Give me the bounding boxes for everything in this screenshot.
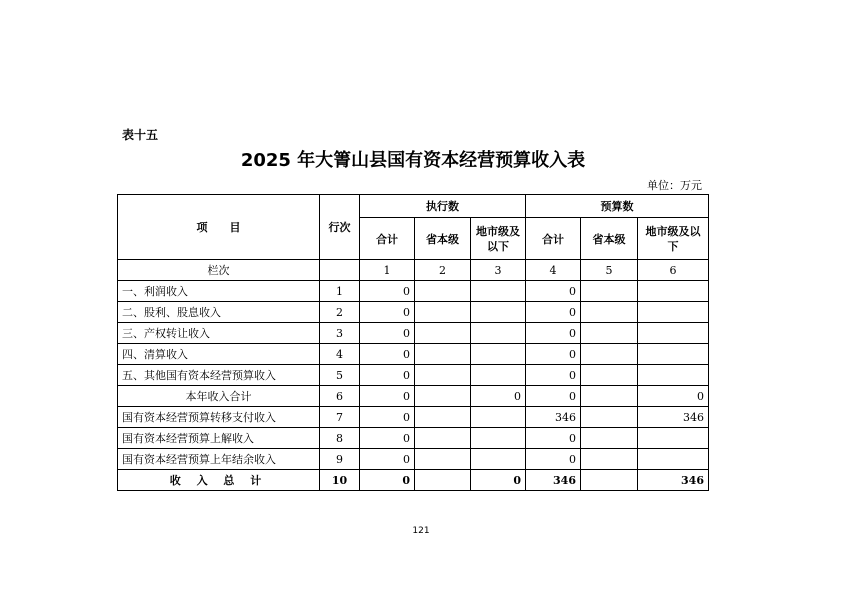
row-value: [471, 281, 526, 302]
row-value: 346: [526, 407, 581, 428]
row-label: 一、利润收入: [118, 281, 320, 302]
column-index-row: [118, 260, 709, 281]
row-value: 0: [526, 428, 581, 449]
unit-label: 单位：万元: [647, 179, 702, 192]
page-number: 121: [412, 526, 430, 536]
row-value: 0: [526, 323, 581, 344]
row-value: [415, 281, 471, 302]
column-index-value: 1: [360, 260, 415, 281]
row-label: 国有资本经营预算上解收入: [118, 428, 320, 449]
table-row: [118, 302, 709, 323]
header-col-6: 地市级及以下: [638, 218, 709, 260]
header-col-4: 合计: [526, 218, 581, 260]
row-value: 0: [526, 449, 581, 470]
row-value: [581, 344, 638, 365]
budget-table: [117, 194, 709, 491]
row-value: [581, 281, 638, 302]
row-value: [415, 365, 471, 386]
column-index-value: 6: [638, 260, 709, 281]
row-number: 2: [320, 302, 360, 323]
total-value: 0: [471, 470, 526, 491]
total-value: [415, 470, 471, 491]
row-value: 0: [526, 302, 581, 323]
page-title: 2025 年大箐山县国有资本经营预算收入表: [240, 150, 586, 171]
table-row: [118, 428, 709, 449]
header-budget-group: 预算数: [526, 195, 709, 218]
column-index-value: 3: [471, 260, 526, 281]
column-index-label: 栏次: [118, 260, 320, 281]
row-value: [471, 449, 526, 470]
row-label: 三、产权转让收入: [118, 323, 320, 344]
table-row: [118, 365, 709, 386]
row-value: 0: [360, 302, 415, 323]
row-value: [638, 281, 709, 302]
row-label: 二、股利、股息收入: [118, 302, 320, 323]
row-value: [638, 365, 709, 386]
total-value: 346: [526, 470, 581, 491]
row-value: 0: [526, 365, 581, 386]
table-row: [118, 407, 709, 428]
header-col-1: 合计: [360, 218, 415, 260]
row-number: 6: [320, 386, 360, 407]
row-value: [415, 449, 471, 470]
row-number: 3: [320, 323, 360, 344]
column-index-blank: [320, 260, 360, 281]
row-value: [471, 428, 526, 449]
total-row: [118, 470, 709, 491]
table-number: 表十五: [122, 128, 159, 142]
table-row: [118, 281, 709, 302]
header-col-5: 省本级: [581, 218, 638, 260]
row-value: [638, 302, 709, 323]
row-value: 0: [526, 386, 581, 407]
header-exec-group: 执行数: [360, 195, 526, 218]
row-value: 0: [360, 428, 415, 449]
table-row: [118, 323, 709, 344]
row-number: 5: [320, 365, 360, 386]
row-value: [471, 344, 526, 365]
row-value: [415, 428, 471, 449]
row-value: [471, 323, 526, 344]
row-value: [638, 344, 709, 365]
header-col-3: 地市级及以下: [471, 218, 526, 260]
row-value: [638, 428, 709, 449]
row-label: 国有资本经营预算上年结余收入: [118, 449, 320, 470]
row-label: 国有资本经营预算转移支付收入: [118, 407, 320, 428]
row-value: 0: [471, 386, 526, 407]
total-row-number: 10: [320, 470, 360, 491]
row-value: 0: [638, 386, 709, 407]
row-value: 0: [360, 281, 415, 302]
row-value: [415, 344, 471, 365]
row-value: [471, 302, 526, 323]
total-value: [581, 470, 638, 491]
row-value: [638, 323, 709, 344]
row-value: 0: [360, 386, 415, 407]
total-value: 346: [638, 470, 709, 491]
row-value: [581, 386, 638, 407]
row-label: 五、其他国有资本经营预算收入: [118, 365, 320, 386]
row-number: 8: [320, 428, 360, 449]
row-value: [581, 365, 638, 386]
row-number: 1: [320, 281, 360, 302]
row-value: [638, 449, 709, 470]
header-row-no: 行次: [320, 195, 360, 260]
row-value: 0: [360, 449, 415, 470]
row-value: 0: [526, 281, 581, 302]
header-row-1: [118, 195, 709, 218]
row-value: [415, 407, 471, 428]
row-value: [581, 302, 638, 323]
total-value: 0: [360, 470, 415, 491]
row-value: 0: [360, 323, 415, 344]
row-value: [415, 323, 471, 344]
column-index-value: 4: [526, 260, 581, 281]
column-index-value: 2: [415, 260, 471, 281]
row-value: 346: [638, 407, 709, 428]
row-value: [581, 323, 638, 344]
row-value: 0: [360, 365, 415, 386]
table-row: [118, 344, 709, 365]
row-number: 9: [320, 449, 360, 470]
row-value: [581, 407, 638, 428]
row-value: [581, 428, 638, 449]
row-value: [471, 365, 526, 386]
row-number: 4: [320, 344, 360, 365]
row-label: 本年收入合计: [118, 386, 320, 407]
row-value: 0: [360, 344, 415, 365]
column-index-value: 5: [581, 260, 638, 281]
total-label: 收 入 总 计: [118, 470, 320, 491]
table-row: [118, 449, 709, 470]
row-label: 四、清算收入: [118, 344, 320, 365]
row-value: [415, 386, 471, 407]
row-value: [581, 449, 638, 470]
row-number: 7: [320, 407, 360, 428]
row-value: [415, 302, 471, 323]
row-value: 0: [360, 407, 415, 428]
row-value: 0: [526, 344, 581, 365]
header-item: 项 目: [118, 195, 320, 260]
header-col-2: 省本级: [415, 218, 471, 260]
table-row: [118, 386, 709, 407]
row-value: [471, 407, 526, 428]
